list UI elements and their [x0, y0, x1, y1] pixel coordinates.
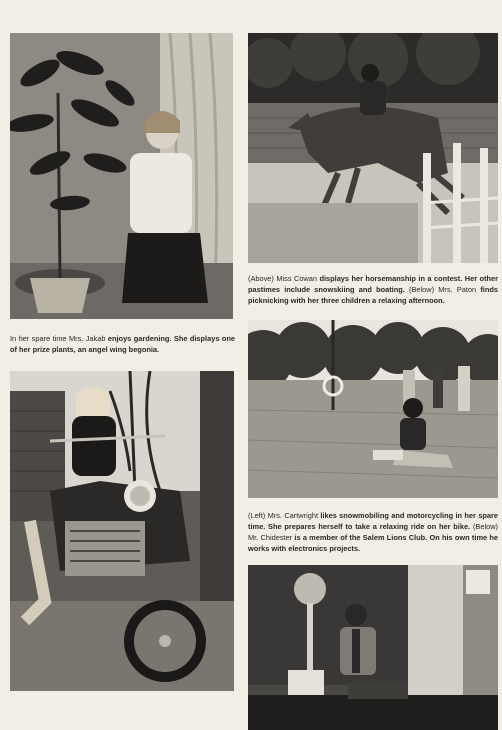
photo-electronics — [248, 565, 498, 730]
caption-horse: (Above) Miss Cowan displays her horsemanship in a contest. Her other pastimes include snowskiing and boating. (Below) Mrs. Paton finds picknicking with her three children a relaxing afternoon. — [248, 274, 499, 305]
photo-picnic — [248, 320, 498, 498]
caption-gardening: In her spare time Mrs. Jakab enjoys gardening. She displays one of her prize plants, an angel wing begonia. — [10, 334, 235, 354]
caption-motorcycle: (Left) Mrs. Cartwright likes snowmobiling and motorcycling in her spare time. She prepares herself to take a relaxing ride on her bike. (Below) Mr. Chidester is a member of the Salem Lions Club. On his own time he works with electronics projects. — [248, 511, 499, 553]
photo-gardening — [10, 33, 233, 319]
photo-motorcycle — [10, 371, 234, 691]
photo-horse-jump — [248, 33, 498, 263]
